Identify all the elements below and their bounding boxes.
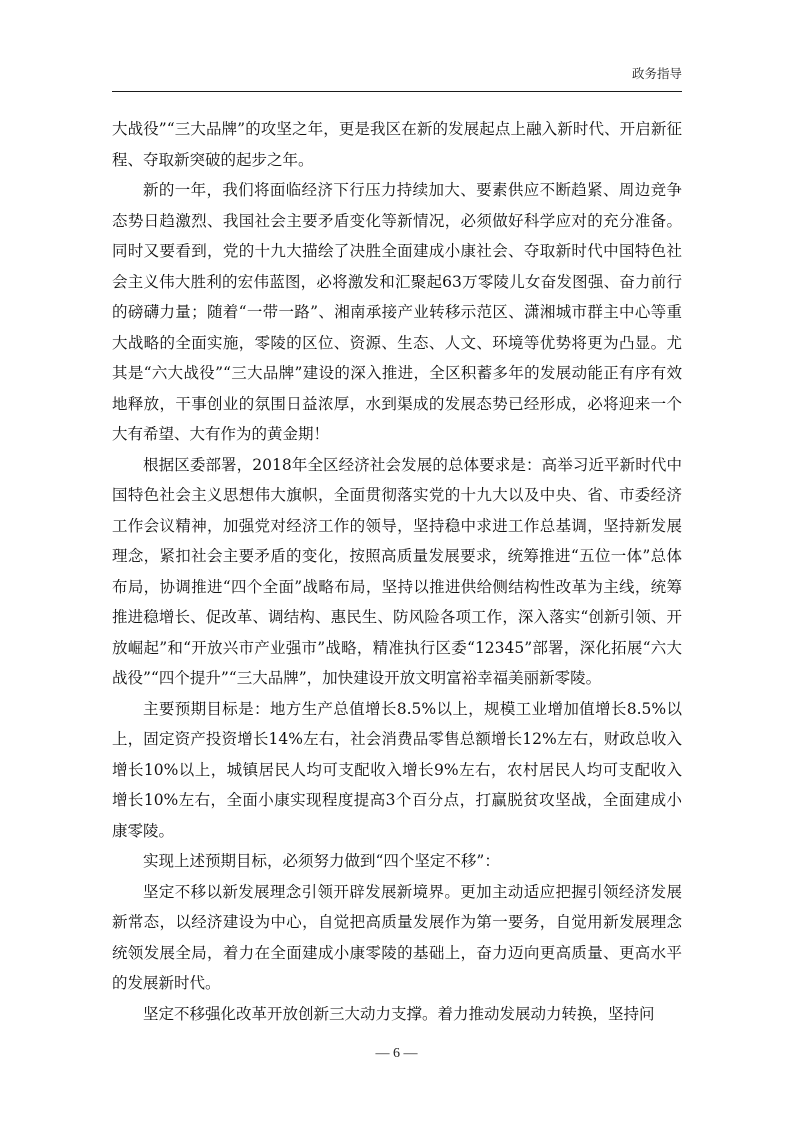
running-header: 政务指导 — [631, 66, 682, 81]
page-number: — 6 — — [375, 1046, 418, 1061]
document-body — [112, 114, 682, 1029]
header-divider — [112, 91, 682, 92]
paragraph-new-development-concept: 坚定不移以新发展理念引领开辟发展新境界。更加主动适应把握引领经济发展新常态，以经济建设为中心，自觉把高质量发展作为第一要务，自觉用新发展理念统领发展全局，着力在全面建成小康零陵的基础上，奋力迈向更高质量、更高水平的发展新时代。 — [112, 882, 682, 992]
paragraph-continuation: 大战役”“三大品牌”的攻坚之年，更是我区在新的发展起点上融入新时代、开启新征程、夺取新突破的起步之年。 — [112, 120, 682, 169]
paragraph-main-targets: 主要预期目标是：地方生产总值增长8.5%以上，规模工业增加值增长8.5%以上，固定资产投资增长14%左右，社会消费品零售总额增长12%左右，财政总收入增长10%以上，城镇居民人均可支配收入增长9%左右，农村居民人均可支配收入增长10%左右，全面小康实现程度提高3个百分点，打赢脱贫攻坚战，全面建成小康零陵。 — [112, 699, 682, 840]
paragraph-new-year-outlook: 新的一年，我们将面临经济下行压力持续加大、要素供应不断趋紧、周边竞争态势日趋激烈、我国社会主要矛盾变化等新情况，必须做好科学应对的充分准备。同时又要看到，党的十九大描绘了决胜全面建成小康社会、夺取新时代中国特色社会主义伟大胜利的宏伟蓝图，必将激发和汇聚起63万零陵儿女奋发图强、奋力前行的磅礴力量；随着“一带一路”、湘南承接产业转移示范区、潇湘城市群主中心等重大战略的全面实施，零陵的区位、资源、生态、人文、环境等优势将更为凸显。尤其是“六大战役”“三大品牌”建设的深入推进，全区积蓄多年的发展动能正有序有效地释放，干事创业的氛围日益浓厚，水到渠成的发展态势已经形成，必将迎来一个大有希望、大有作为的黄金期！ — [112, 181, 682, 443]
paragraph-four-unwavering-intro: 实现上述预期目标，必须努力做到“四个坚定不移”： — [143, 852, 500, 870]
paragraph-reform-opening-innovation: 坚定不移强化改革开放创新三大动力支撑。着力推动发展动力转换，坚持问 — [143, 1004, 655, 1023]
paragraph-general-requirements: 根据区委部署，2018年全区经济社会发展的总体要求是：高举习近平新时代中国特色社会主义思想伟大旗帜，全面贯彻落实党的十九大以及中央、省、市委经济工作会议精神，加强党对经济工作的领导，坚持稳中求进工作总基调，坚持新发展理念，紧扣社会主要矛盾的变化，按照高质量发展要求，统筹推进“五位一体”总体布局，协调推进“四个全面”战略布局，坚持以推进供给侧结构性改革为主线，统筹推进稳增长、促改革、调结构、惠民生、防风险各项工作，深入落实“创新引领、开放崛起”和“开放兴市产业强市”战略，精准执行区委“12345”部署，深化拓展“六大战役”“四个提升”“三大品牌”，加快建设开放文明富裕幸福美丽新零陵。 — [112, 455, 682, 687]
